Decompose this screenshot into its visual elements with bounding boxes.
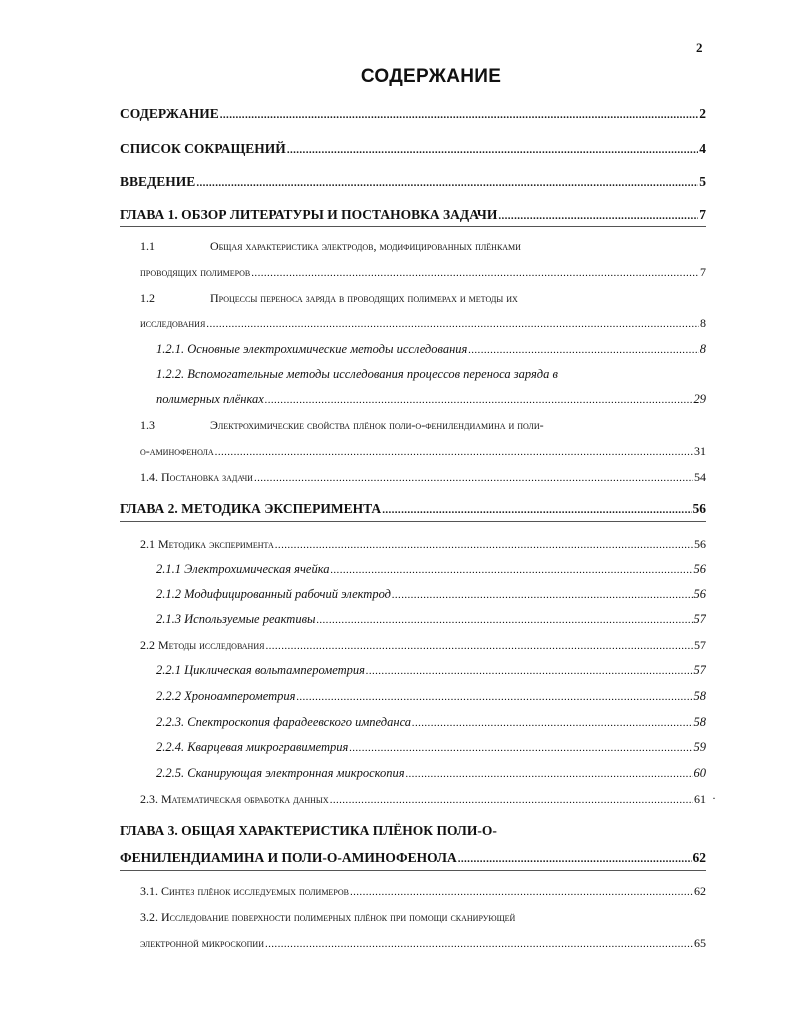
leader-dots <box>265 934 693 953</box>
toc-entry-page: 58 <box>693 689 706 703</box>
toc-entry-title: 3.1. Синтез плёнок исследуемых полимеров <box>140 884 349 898</box>
toc-entry-2-2-5[interactable] <box>156 763 706 783</box>
leader-dots <box>296 687 692 706</box>
toc-entry-title: Общая характеристика электродов, модифицированных плёнками <box>210 239 521 253</box>
toc-entry-page: 54 <box>694 470 706 484</box>
leader-dots <box>349 738 692 757</box>
leader-dots <box>275 535 693 554</box>
toc-entry-title: ФЕНИЛЕНДИАМИНА И ПОЛИ-О-АМИНОФЕНОЛА <box>120 850 457 865</box>
toc-entry-title: проводящих полимеров <box>140 265 251 279</box>
toc-entry-title: 2.2.3. Спектроскопия фарадеевского импеданса <box>156 715 412 729</box>
toc-entry-page: 8 <box>700 316 706 330</box>
leader-dots <box>330 790 693 809</box>
toc-entry-1-2-2-line2[interactable] <box>156 389 706 409</box>
leader-dots <box>468 340 698 359</box>
toc-entry-page: 59 <box>693 740 706 754</box>
toc-entry-1-1-line1[interactable] <box>140 236 521 256</box>
toc-entry-1-2-line2[interactable] <box>140 313 706 333</box>
toc-entry-2-1-2[interactable] <box>156 584 706 604</box>
leader-dots <box>265 390 693 409</box>
toc-entry-2-2-4[interactable] <box>156 737 706 757</box>
toc-entry-title: 2.1.1 Электрохимическая ячейка <box>156 562 330 576</box>
toc-entry-introduction[interactable] <box>120 172 706 192</box>
toc-entry-title: исследования <box>140 316 206 330</box>
toc-entry-page: 57 <box>693 612 706 626</box>
toc-entry-page: 56 <box>694 537 706 551</box>
leader-dots <box>265 636 693 655</box>
page-number: 2 <box>696 40 703 55</box>
toc-entry-title: ВВЕДЕНИЕ <box>120 174 196 189</box>
toc-entry-1-2-1[interactable] <box>156 339 706 359</box>
toc-entry-2-2-3[interactable] <box>156 712 706 732</box>
toc-entry-2-2[interactable] <box>140 635 706 655</box>
toc-entry-1-1-line2[interactable] <box>140 262 706 282</box>
leader-dots <box>287 140 698 159</box>
toc-entry-page: 58 <box>693 715 706 729</box>
chapter-underline <box>120 521 706 522</box>
leader-dots <box>254 468 693 487</box>
toc-entry-page: 65 <box>694 936 706 950</box>
toc-entry-page: 7 <box>699 207 706 222</box>
toc-entry-title: 2.2.2 Хроноамперометрия <box>156 689 296 703</box>
leader-dots <box>458 849 692 868</box>
toc-entry-title: СПИСОК СОКРАЩЕНИЙ <box>120 141 286 156</box>
toc-entry-1-2-2-line1[interactable]: 1.2.2. Вспомогательные методы исследования процессов переноса заряда в <box>156 367 558 381</box>
toc-entry-abbreviations[interactable] <box>120 139 706 159</box>
leader-dots <box>406 764 693 783</box>
toc-entry-page: 60 <box>693 766 706 780</box>
toc-entry-title: ГЛАВА 2. МЕТОДИКА ЭКСПЕРИМЕНТА <box>120 501 382 516</box>
chapter-underline <box>120 226 706 227</box>
leader-dots <box>251 263 699 282</box>
toc-entry-title: 2.1.3 Используемые реактивы <box>156 612 316 626</box>
toc-entry-title: 1.4. Постановка задачи <box>140 470 253 484</box>
toc-entry-title: 2.2.5. Сканирующая электронная микроскопия <box>156 766 405 780</box>
toc-entry-page: 7 <box>700 265 706 279</box>
chapter-underline <box>120 870 706 871</box>
toc-entry-chapter-2[interactable] <box>120 499 706 519</box>
toc-entry-soderzhanie[interactable] <box>120 104 706 124</box>
leader-dots <box>196 173 698 192</box>
section-number: 1.3 <box>140 418 155 432</box>
toc-entry-page: 8 <box>699 342 706 356</box>
toc-entry-chapter-3-line1[interactable]: ГЛАВА 3. ОБЩАЯ ХАРАКТЕРИСТИКА ПЛЁНОК ПОЛИ-О- <box>120 823 497 838</box>
leader-dots <box>215 442 693 461</box>
toc-entry-title: полимерных плёнках <box>156 392 264 406</box>
toc-entry-1-2-line1[interactable] <box>140 288 518 308</box>
toc-entry-title: 1.2.1. Основные электрохимические методы исследования <box>156 342 468 356</box>
toc-entry-title: ГЛАВА 1. ОБЗОР ЛИТЕРАТУРЫ И ПОСТАНОВКА ЗАДАЧИ <box>120 207 498 222</box>
toc-entry-2-2-1[interactable] <box>156 660 706 680</box>
toc-entry-2-2-2[interactable] <box>156 686 706 706</box>
leader-dots <box>366 661 693 680</box>
section-number: 1.1 <box>140 239 155 253</box>
leader-dots <box>412 713 692 732</box>
toc-entry-title: 2.2.4. Кварцевая микрогравиметрия <box>156 740 349 754</box>
toc-entry-title: 2.3. Математическая обработка данных <box>140 792 329 806</box>
toc-entry-page: 57 <box>694 638 706 652</box>
toc-entry-title: Электрохимические свойства плёнок поли-о-фенилендиамина и поли- <box>210 418 544 432</box>
toc-entry-page: 4 <box>699 141 706 156</box>
toc-entry-page: 56 <box>693 562 706 576</box>
toc-entry-chapter-3-line2[interactable] <box>120 848 706 868</box>
toc-entry-2-3[interactable] <box>140 789 706 809</box>
toc-entry-title: Процессы переноса заряда в проводящих полимерах и методы их <box>210 291 518 305</box>
toc-entry-3-2-line2[interactable] <box>140 933 706 953</box>
toc-entry-title: о-аминофенола <box>140 444 214 458</box>
leader-dots <box>316 610 692 629</box>
toc-entry-title: 2.2 Методы исследования <box>140 638 265 652</box>
toc-entry-page: 61 <box>694 792 706 806</box>
toc-entry-title: СОДЕРЖАНИЕ <box>120 106 219 121</box>
toc-entry-page: 56 <box>693 587 706 601</box>
toc-entry-2-1-1[interactable] <box>156 559 706 579</box>
toc-entry-page: 56 <box>692 501 706 516</box>
toc-entry-page: 57 <box>693 663 706 677</box>
toc-entry-1-4[interactable] <box>140 467 706 487</box>
toc-entry-2-1-3[interactable] <box>156 609 706 629</box>
toc-entry-title: 2.1 Методика эксперимента <box>140 537 274 551</box>
leader-dots <box>206 314 699 333</box>
toc-entry-title: 2.2.1 Циклическая вольтамперометрия <box>156 663 365 677</box>
leader-dots <box>382 500 691 519</box>
toc-entry-page: 31 <box>694 444 706 458</box>
section-number: 1.2 <box>140 291 155 305</box>
toc-entry-page: 62 <box>694 884 706 898</box>
toc-entry-page: 5 <box>699 174 706 189</box>
toc-entry-2-1[interactable] <box>140 534 706 554</box>
toc-entry-3-1[interactable] <box>140 881 706 901</box>
toc-entry-title: 2.1.2 Модифицированный рабочий электрод <box>156 587 391 601</box>
toc-entry-title: электронной микроскопии <box>140 936 264 950</box>
scan-speck: · <box>712 791 716 805</box>
leader-dots <box>350 882 693 901</box>
leader-dots <box>220 105 699 124</box>
toc-entry-chapter-1[interactable] <box>120 205 706 225</box>
toc-entry-page: 2 <box>699 106 706 121</box>
leader-dots <box>498 206 698 225</box>
toc-entry-3-2-line1[interactable]: 3.2. Исследование поверхности полимерных плёнок при помощи сканирующей <box>140 910 516 924</box>
leader-dots <box>392 585 693 604</box>
toc-entry-page: 29 <box>693 392 706 406</box>
page-title: СОДЕРЖАНИЕ <box>360 66 502 87</box>
toc-entry-page: 62 <box>692 850 706 865</box>
toc-entry-1-3-line2[interactable] <box>140 441 706 461</box>
toc-entry-1-3-line1[interactable] <box>140 415 544 435</box>
leader-dots <box>331 560 693 579</box>
